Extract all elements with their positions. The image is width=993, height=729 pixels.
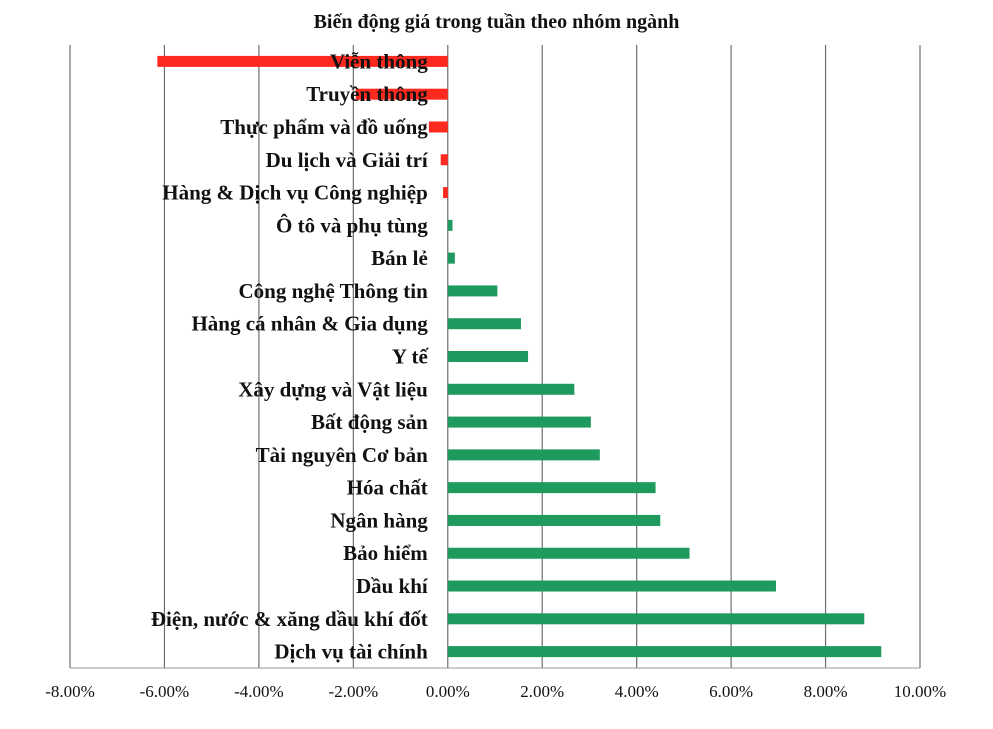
bar-18	[448, 646, 882, 657]
category-label: Dầu khí	[355, 574, 428, 599]
category-label: Xây dựng và Vật liệu	[238, 377, 428, 402]
category-label: Ngân hàng	[330, 508, 428, 533]
category-label: Hóa chất	[346, 475, 428, 500]
bar-8	[448, 318, 521, 329]
bar-4	[443, 187, 448, 198]
bar-9	[448, 351, 528, 362]
x-tick-label: 2.00%	[520, 682, 565, 701]
bar-2	[429, 121, 448, 132]
bar-16	[448, 581, 776, 592]
bar-12	[448, 449, 600, 460]
x-tick-label: 8.00%	[803, 682, 848, 701]
category-label: Bảo hiểm	[343, 541, 428, 566]
bar-15	[448, 548, 690, 559]
category-label: Tài nguyên Cơ bản	[255, 442, 428, 467]
bar-17	[448, 613, 865, 624]
x-tick-label: 0.00%	[425, 682, 470, 701]
category-label: Ô tô và phụ tùng	[276, 213, 428, 238]
bar-5	[448, 220, 453, 231]
x-tick-label: 4.00%	[614, 682, 659, 701]
category-label: Viễn thông	[329, 49, 428, 74]
category-label: Dịch vụ tài chính	[274, 639, 428, 664]
category-label: Hàng cá nhân & Gia dụng	[191, 311, 428, 336]
chart-title: Biến động giá trong tuần theo nhóm ngành	[313, 11, 680, 33]
category-label: Du lịch và Giải trí	[265, 147, 428, 172]
bar-7	[448, 285, 498, 296]
bar-3	[441, 154, 448, 165]
category-label: Y tế	[391, 344, 428, 369]
x-tick-label: 10.00%	[893, 682, 947, 701]
x-tick-label: -8.00%	[45, 682, 95, 701]
bar-10	[448, 384, 575, 395]
category-label: Công nghệ Thông tin	[238, 278, 428, 303]
bar-14	[448, 515, 661, 526]
bar-6	[448, 253, 455, 264]
x-tick-label: -4.00%	[234, 682, 284, 701]
category-label: Bất động sản	[311, 410, 428, 435]
bar-13	[448, 482, 656, 493]
x-tick-label: 6.00%	[709, 682, 754, 701]
category-label: Thực phẩm và đồ uống	[220, 114, 428, 139]
category-label: Hàng & Dịch vụ Công nghiệp	[162, 180, 428, 205]
category-label: Bán lẻ	[371, 246, 428, 271]
x-tick-label: -6.00%	[139, 682, 190, 701]
x-tick-label: -2.00%	[328, 682, 379, 701]
category-label: Điện, nước & xăng dầu khí đốt	[150, 606, 428, 631]
category-label: Truyền thông	[306, 82, 428, 107]
bar-11	[448, 417, 591, 428]
